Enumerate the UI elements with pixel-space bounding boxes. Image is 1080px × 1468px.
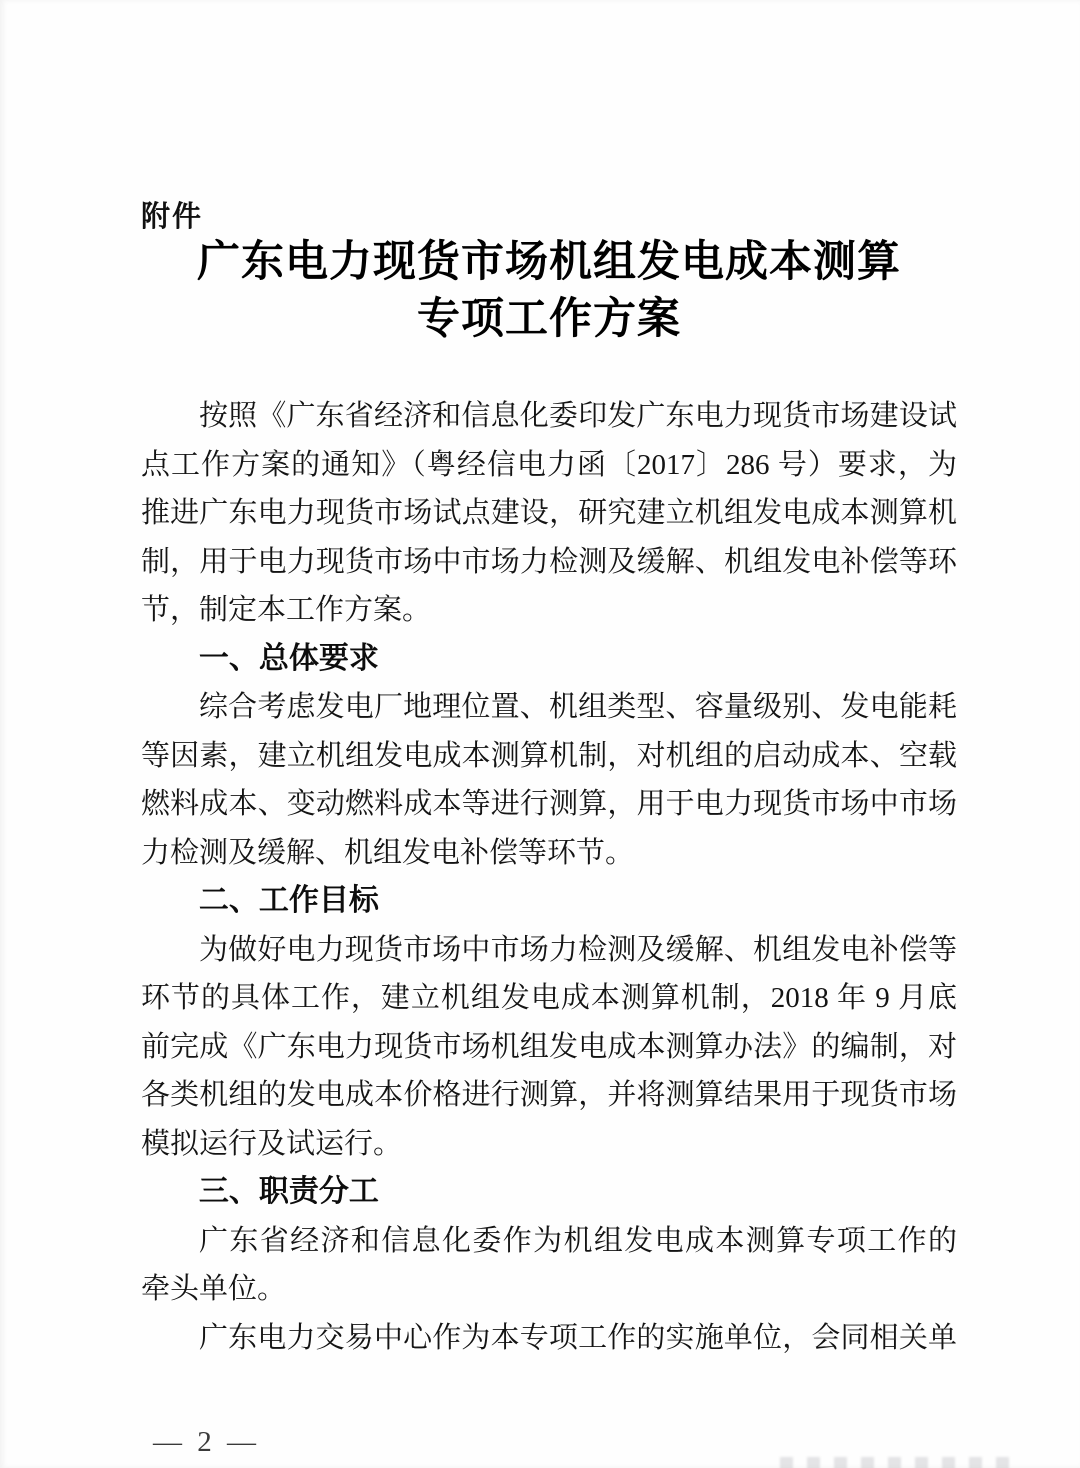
page-number: — 2 — [153,1426,260,1458]
section-heading: 三、职责分工 [198,1175,379,1208]
body-line: 牵头单位。 [141,1273,287,1305]
body-line: 各类机组的发电成本价格进行测算，并将测算结果用于现货市场 [141,1079,957,1111]
body-line: 节，制定本工作方案。 [141,594,432,626]
body-line: 力检测及缓解、机组发电补偿等环节。 [141,836,635,869]
document-title [131,234,967,348]
body-line: 点工作方案的通知》（粤经信电力函〔2017〕286 号）要求，为 [141,448,957,481]
body-line: 等因素，建立机组发电成本测算机制，对机组的启动成本、空载 [141,739,957,772]
document-title-line-2: 专项工作方案 [417,296,681,343]
body-line: 推进广东电力现货市场试点建设，研究建立机组发电成本测算机 [141,497,957,529]
attachment-label: 附件 [141,201,204,233]
body-line: 广东省经济和信息化委作为机组发电成本测算专项工作的 [199,1224,957,1257]
clipped-watermark [780,1457,1015,1468]
document-title-line-1: 广东电力现货市场机组发电成本测算 [197,239,901,286]
body-line: 为做好电力现货市场中市场力检测及缓解、机组发电补偿等 [199,933,957,966]
body-line: 按照《广东省经济和信息化委印发广东电力现货市场建设试 [199,400,957,432]
body-line: 广东电力交易中心作为本专项工作的实施单位，会同相关单 [199,1321,957,1354]
body-line: 模拟运行及试运行。 [141,1127,403,1160]
body-line: 制，用于电力现货市场中市场力检测及缓解、机组发电补偿等环 [141,545,957,578]
document-body [141,392,957,1362]
section-heading: 一、总体要求 [198,641,379,675]
section-heading: 二、工作目标 [198,884,379,917]
body-line: 环节的具体工作，建立机组发电成本测算机制，2018 年 9 月底 [141,982,957,1014]
body-line: 前完成《广东电力现货市场机组发电成本测算办法》的编制，对 [141,1030,957,1063]
body-line: 综合考虑发电厂地理位置、机组类型、容量级别、发电能耗 [199,691,957,723]
body-line: 燃料成本、变动燃料成本等进行测算，用于电力现货市场中市场 [141,788,957,820]
